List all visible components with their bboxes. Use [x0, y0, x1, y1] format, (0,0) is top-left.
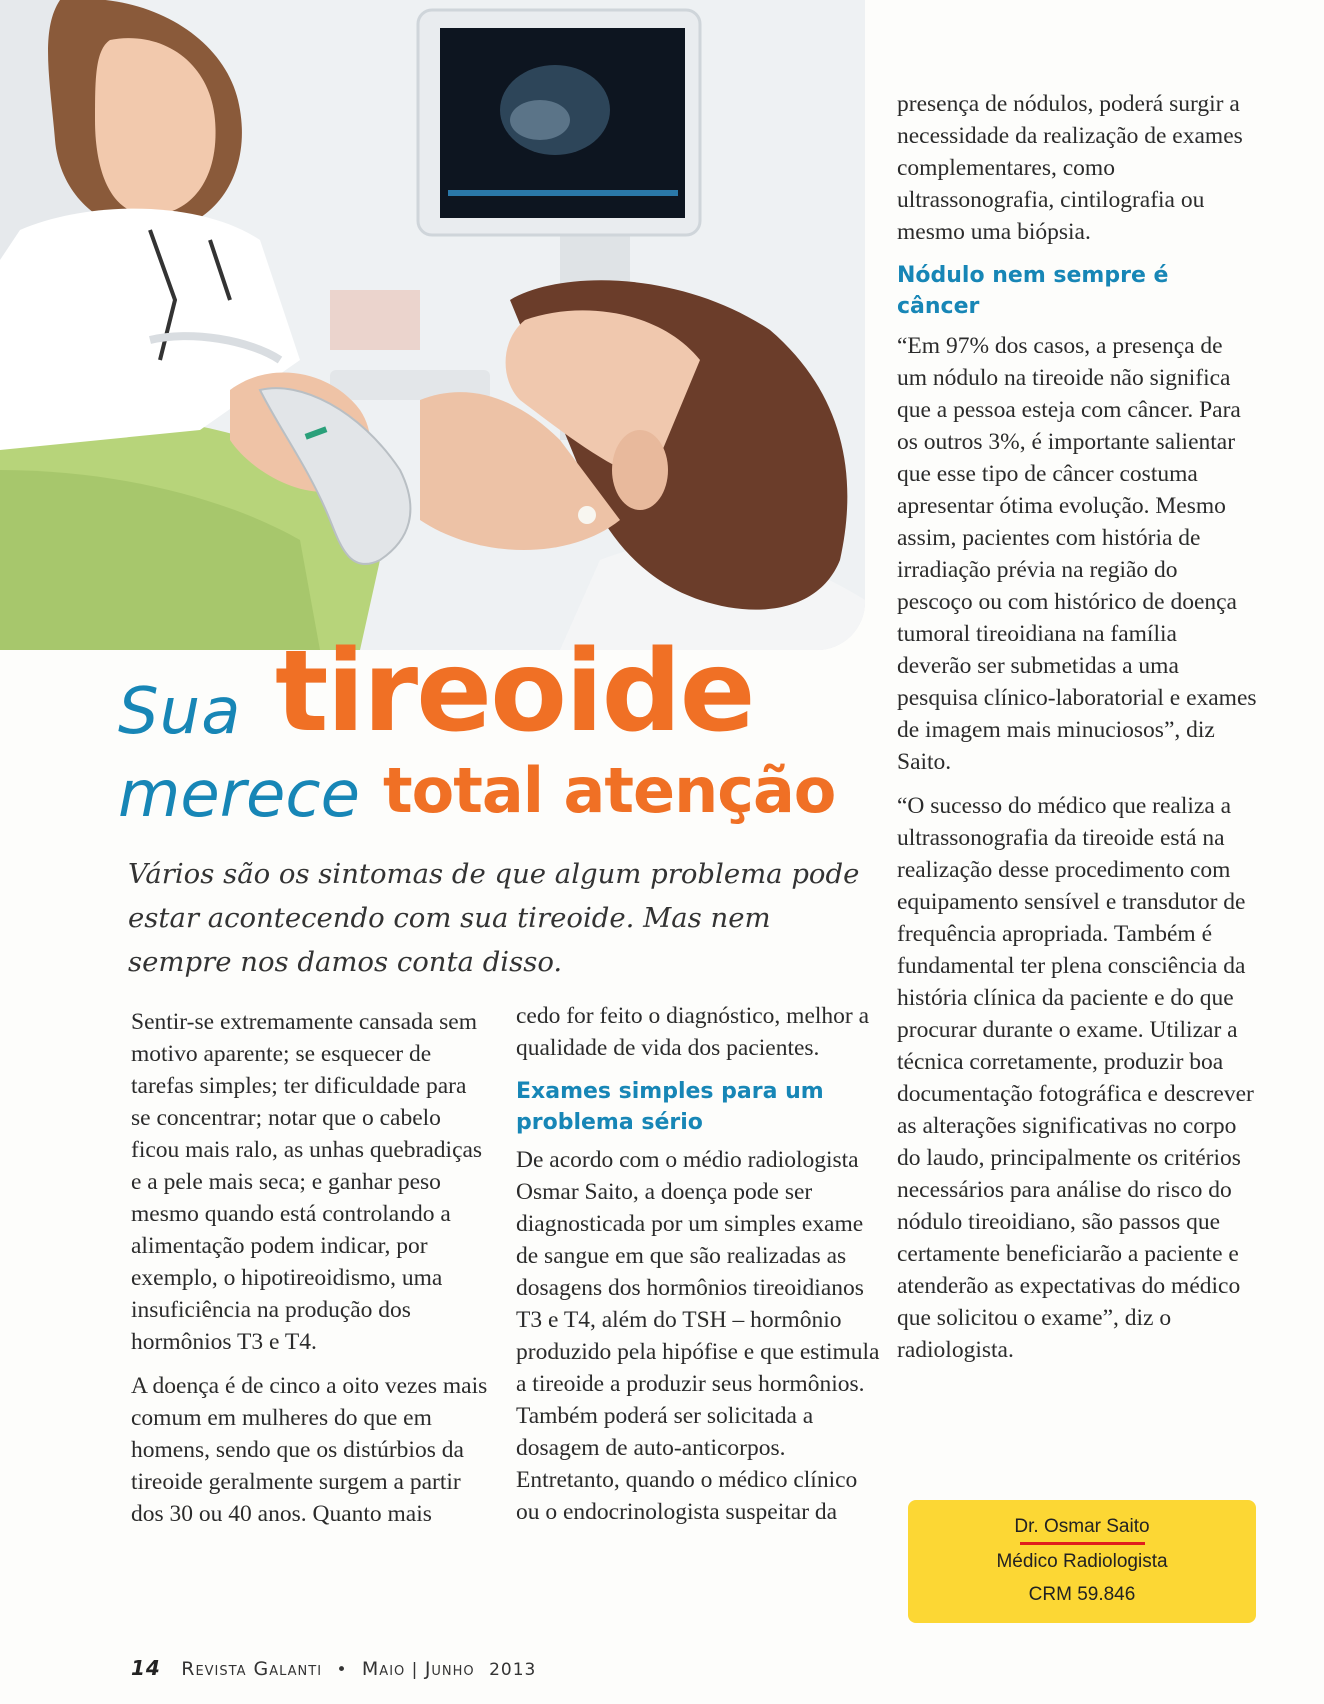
col2-paragraph-1: cedo for feito o diagnóstico, melhor a qualidade de vida dos pacientes.: [516, 1003, 870, 1061]
author-name-underline: [1020, 1542, 1145, 1545]
author-credit-box: [908, 1500, 1256, 1623]
issue-month-1: Maio: [361, 1658, 406, 1680]
author-role: Médico Radiologista: [996, 1551, 1168, 1572]
headline-total-atencao: total atenção: [383, 754, 836, 827]
issue-month-2: Junho: [424, 1658, 475, 1680]
col3-paragraph-3: “O sucesso do médico que realiza a ultrassonografia da tireoide está na realização desse procedimento com equipamento sensível e transdutor de frequência apropriada. Também é fundamental ter plena consciência da história clínica da paciente e do que procurar durante o exame. Utilizar a técnica corretamente, produzir boa documentação fotográfica e descrever as alterações significativas no corpo do laudo, principalmente os critérios necessários para análise do risco do nódulo tireoidiano, são passos que certamente beneficiarão a paciente e atenderão as expectativas do médico que solicitou o exame”, diz o radiologista.: [897, 793, 1254, 1363]
col3-paragraph-1: presença de nódulos, poderá surgir a necessidade da realização de exames complementares, como ultrassonografia, cintilografia ou mesmo uma biópsia.: [897, 91, 1243, 245]
issue-year: 2013: [489, 1660, 537, 1680]
ultrasound-scene-illustration: [0, 0, 865, 650]
column-1: [131, 1006, 491, 1542]
col2-paragraph-2: De acordo com o médio radiologista Osmar Saito, a doença pode ser diagnosticada por um simples exame de sangue em que são realizadas as dosagens dos hormônios tireoidianos T3 e T4, além do TSH – hormônio produzido pela hipófise e que estimula a tireoide a produzir seus hormônios. Também poderá ser solicitada a dosagem de auto-anticorpos. Entretanto, quando o médico clínico ou o endocrinologista suspeitar da: [516, 1147, 880, 1525]
author-name: Dr. Osmar Saito: [1014, 1516, 1150, 1537]
col1-paragraph-2: A doença é de cinco a oito vezes mais comum em mulheres do que em homens, sendo que os distúrbios da tireoide geralmente surgem a partir dos 30 ou 40 anos. Quanto mais: [131, 1373, 488, 1527]
col1-paragraph-1: Sentir-se extremamente cansada sem motivo aparente; se esquecer de tarefas simples; ter dificuldade para se concentrar; notar que o cabelo ficou mais ralo, as unhas quebradiças e a pele mais seca; e ganhar peso mesmo quando está controlando a alimentação podem indicar, por exemplo, o hipotireoidismo, uma insuficiência na produção dos hormônios T3 e T4.: [131, 1009, 483, 1355]
issue-divider: |: [411, 1660, 419, 1680]
headline-merece: merece: [118, 758, 360, 832]
hero-photo: [0, 0, 865, 650]
subheading-exames: Exames simples para um problema sério: [516, 1079, 824, 1135]
author-crm: CRM 59.846: [1028, 1584, 1136, 1605]
magazine-name: Revista Galanti: [181, 1658, 323, 1680]
column-3: [897, 88, 1257, 1378]
page-footer: [131, 1656, 536, 1680]
lead-paragraph: Vários são os sintomas de que algum problema pode estar acontecendo com sua tireoide. Mas nem sempre nos damos conta disso.: [128, 858, 860, 978]
subheading-nodulo: Nódulo nem sempre é câncer: [897, 263, 1169, 319]
headline-tireoide: tireoide: [275, 627, 754, 757]
column-2: [516, 1000, 881, 1540]
footer-bullet: •: [336, 1660, 348, 1680]
headline-sua: Sua: [118, 675, 242, 749]
ultrasound-monitor-icon: [418, 10, 700, 235]
col3-paragraph-2: “Em 97% dos casos, a presença de um nódulo na tireoide não significa que a pessoa esteja com câncer. Para os outros 3%, é importante salientar que esse tipo de câncer costuma apresentar ótima evolução. Mesmo assim, pacientes com história de irradiação prévia na região do pescoço ou com histórico de doença tumoral tireoidiana na família deverão ser submetidas a uma pesquisa clínico-laboratorial e exames de imagem mais minuciosos”, diz Saito.: [897, 333, 1257, 775]
page-number: 14: [131, 1656, 161, 1680]
